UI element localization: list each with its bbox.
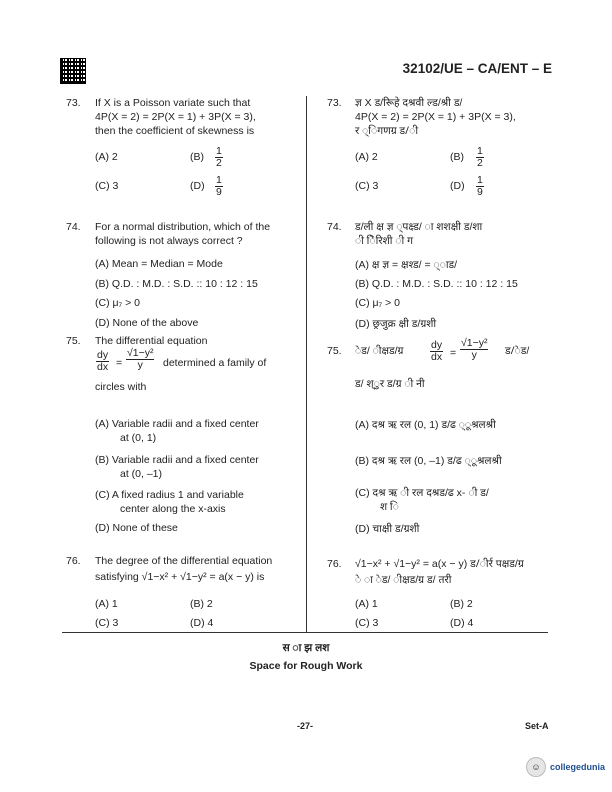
option-b: (B) 2 [190, 598, 213, 610]
question-number: 73. [327, 97, 342, 109]
option-b: (B) 2 [450, 598, 473, 610]
option-a-cont: at (0, 1) [120, 432, 157, 444]
question-text: ज्ञ X ड/रूिहे दश्रवी ल्ड/श्री ड/ [355, 97, 463, 109]
option-a: (A) क्ष ज्ञ = क्षश्ड/ = ्ाड/ [355, 259, 458, 271]
question-number: 73. [66, 97, 81, 109]
logo-text: collegedunia [550, 762, 606, 772]
collegedunia-logo [526, 757, 605, 777]
option-c: (C) A fixed radius 1 and variable [95, 489, 244, 501]
equals-sign: = [116, 357, 123, 369]
question-text: following is not always correct ? [95, 235, 243, 247]
option-d: (D) चाक्षी ड/ग्रशी [355, 523, 420, 535]
equals-sign: = [450, 347, 457, 359]
option-c: (C) दश्र ऋ ी रल दश्रड/ढ x- ी ड/ [355, 487, 489, 499]
option-a: (A) 2 [95, 151, 118, 163]
option-a: (A) दश्र ऋ रल (0, 1) ड/ढ ्ूश्रलश्री [355, 419, 496, 431]
question-text: र ्िगणग्र ड/ी [355, 125, 419, 137]
option-d: (D) 4 [190, 617, 214, 629]
option-a: (A) 1 [95, 598, 118, 610]
fraction: $\frac{1}{2}$ [477, 145, 483, 169]
option-b: (B) [190, 151, 204, 163]
option-b: (B) Q.D. : M.D. : S.D. :: 10 : 12 : 15 [95, 278, 258, 290]
option-d: (D) 4 [450, 617, 474, 629]
rough-work-label: Space for Rough Work [249, 660, 363, 672]
option-d: (D) None of the above [95, 317, 199, 329]
question-text: circles with [95, 381, 147, 393]
question-number: 74. [327, 221, 342, 233]
option-d: (D) छ्रजुक्र क्षी ड/ग्रशी [355, 318, 437, 330]
option-c: (C) 3 [355, 617, 379, 629]
barcode [60, 58, 86, 84]
page-number: -27- [297, 721, 314, 731]
question-number: 74. [66, 221, 81, 233]
option-c: (C) 3 [95, 180, 119, 192]
column-divider [306, 96, 307, 632]
question-text: ड/ली क्ष ज्ञ ्पक्ष्ड/ ा शशक्षी ड/शा [355, 221, 483, 233]
fraction: $\frac{1}{2}$ [216, 145, 222, 169]
question-text: ी ेिरिशी ी ग [355, 235, 414, 247]
question-text: The differential equation [95, 335, 208, 347]
question-text: The degree of the differential equation [95, 555, 273, 567]
sqrt-fraction: $\frac{\text{√1−y²}}{y}$ [127, 347, 154, 371]
question-text: For a normal distribution, which of the [95, 221, 271, 233]
question-text: 4P(X = 2) = 2P(X = 1) + 3P(X = 3), [95, 111, 256, 123]
bottom-rule [62, 632, 548, 633]
question-text: then the coefficient of skewness is [95, 125, 255, 137]
option-c-cont: श ि [380, 501, 399, 513]
dy-dx-fraction: $\frac{dy}{dx}$ [431, 339, 443, 363]
question-number: 76. [327, 558, 342, 570]
option-c: (C) μ₇ > 0 [95, 297, 140, 309]
question-text: ेड/ ीक्षड/ग्र [355, 345, 404, 357]
option-d: (D) None of these [95, 522, 178, 534]
question-text: ड/ श्ुर ड/ग्र ी नी [355, 378, 425, 390]
option-b-cont: at (0, –1) [120, 468, 163, 480]
option-b: (B) [450, 151, 464, 163]
question-text: े ा ेड/ ीक्षड/ग्र ड/ तरी [355, 574, 452, 586]
dy-dx-fraction: $\frac{dy}{dx}$ [97, 349, 109, 373]
option-c-cont: center along the x-axis [120, 503, 226, 515]
sqrt-fraction: $\frac{\text{√1−y²}}{y}$ [461, 337, 488, 361]
question-text: ड/ेड/ [505, 345, 530, 357]
option-b: (B) दश्र ऋ रल (0, –1) ड/ढ ्ूश्रलश्री [355, 455, 502, 467]
fraction: $\frac{1}{9}$ [216, 174, 222, 198]
option-a: (A) Mean = Median = Mode [95, 258, 223, 270]
option-c: (C) 3 [355, 180, 379, 192]
question-number: 75. [327, 345, 342, 357]
question-text: 4P(X = 2) = 2P(X = 1) + 3P(X = 3), [355, 111, 516, 123]
fraction: $\frac{1}{9}$ [477, 174, 483, 198]
option-c: (C) 3 [95, 617, 119, 629]
question-number: 76. [66, 555, 81, 567]
question-text: If X is a Poisson variate such that [95, 97, 251, 109]
option-a: (A) 2 [355, 151, 378, 163]
set-label: Set-A [525, 721, 549, 731]
mascot-icon: ☺ [526, 757, 546, 777]
rough-work-hindi: स ा झ लश [282, 642, 330, 654]
question-text: determined a family of [163, 357, 267, 369]
question-number: 75. [66, 335, 81, 347]
option-b: (B) Q.D. : M.D. : S.D. :: 10 : 12 : 15 [355, 278, 518, 290]
question-text: satisfying √1−x² + √1−y² = a(x − y) is [95, 571, 265, 583]
option-d: (D) [450, 180, 465, 192]
option-c: (C) μ₇ > 0 [355, 297, 400, 309]
option-b: (B) Variable radii and a fixed center [95, 454, 259, 466]
option-d: (D) [190, 180, 205, 192]
paper-code: 32102/UE – CA/ENT – E [402, 61, 552, 76]
option-a: (A) Variable radii and a fixed center [95, 418, 259, 430]
option-a: (A) 1 [355, 598, 378, 610]
question-text: √1−x² + √1−y² = a(x − y) ड/ीर्र पक्षड/ग्र [355, 558, 524, 570]
